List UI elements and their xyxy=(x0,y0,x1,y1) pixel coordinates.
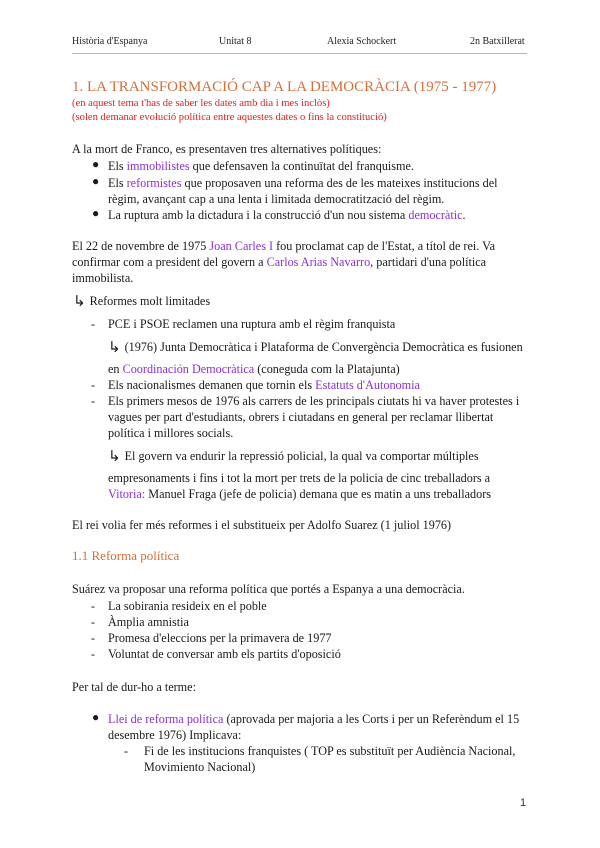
highlight-arias-navarro: Carlos Arias Navarro xyxy=(266,255,371,269)
dash-item-amnistia: Àmplia amnistia xyxy=(108,615,189,629)
arrow-repressio-2: empresonaments i fins i tot la mort per trets de la policia de cinc treballadors a xyxy=(108,471,491,485)
return-arrow-icon: ↳ xyxy=(73,292,86,310)
bullet-dot-icon: ● xyxy=(92,157,100,171)
arrow-repressio xyxy=(108,448,479,464)
arrow-repressio-3 xyxy=(108,486,491,502)
alternative-2-cont: règim, avançant cap a una lenta i limitada democratització del règim. xyxy=(108,192,445,206)
dash-item-eleccions: Promesa d'eleccions per la primavera de 1977 xyxy=(108,631,332,645)
highlight-coordinacion: Coordinación Democràtica xyxy=(122,362,255,376)
header-course: 2n Batxillerat xyxy=(470,36,525,47)
para-joan-carles-3: immobilista. xyxy=(72,271,134,285)
dash-icon: - xyxy=(91,378,96,392)
bullet-dot-icon: ● xyxy=(92,174,100,188)
arrow-reformes xyxy=(73,293,210,309)
return-arrow-icon: ↳ xyxy=(108,338,121,356)
section-heading: 1.1 Reforma política xyxy=(72,548,180,563)
dash-icon: - xyxy=(124,744,129,758)
page-number: 1 xyxy=(520,797,527,809)
header-divider xyxy=(72,53,527,54)
text: Els xyxy=(108,176,127,190)
note-1: (en aquest tema t'has de saber les dates amb dia i mes inclòs) xyxy=(72,98,330,109)
highlight-llei-reforma: Llei de reforma política xyxy=(108,712,224,726)
note-2: (solen demanar evolució política entre aquestes dates o fins la constitució) xyxy=(72,112,387,123)
text: en xyxy=(108,362,123,376)
text: (aprovada per majoria a les Corts i per un Referèndum el 15 xyxy=(223,712,520,726)
para-dur-terme: Per tal de dur-ho a terme: xyxy=(72,680,196,694)
dash-icon: - xyxy=(91,394,96,408)
highlight-joan-carles: Joan Carles I xyxy=(209,239,274,253)
alternative-2 xyxy=(108,175,498,191)
return-arrow-icon: ↳ xyxy=(108,447,121,465)
page-title: 1. LA TRANSFORMACIÓ CAP A LA DEMOCRÀCIA (1975 - 1977) xyxy=(72,79,497,95)
sub-item-institucions: Fi de les institucions franquistes ( TOP es substituït per Audiència Nacional, xyxy=(144,744,516,758)
para-joan-carles xyxy=(72,238,495,254)
para-joan-carles-2 xyxy=(72,254,486,270)
para-suarez: El rei volia fer més reformes i el substitueix per Adolfo Suarez (1 juliol 1976) xyxy=(72,518,452,532)
dash-item-voluntat: Voluntat de conversar amb els partits d'oposició xyxy=(108,647,341,661)
header-subject: Història d'Espanya xyxy=(72,36,148,47)
text: confirmar com a president del govern a xyxy=(72,255,267,269)
header-author: Alexia Schockert xyxy=(327,36,397,47)
dash-item-protestes-3: política i millores socials. xyxy=(108,426,234,440)
dash-item-nacionalismes xyxy=(108,377,420,393)
bullet-dot-icon: ● xyxy=(92,710,100,724)
alternative-3 xyxy=(108,207,466,223)
text: , partidari d'una política xyxy=(370,255,487,269)
bullet-dot-icon: ● xyxy=(92,206,100,220)
text: Manuel Fraga (jefe de policia) demana que es matin a uns treballadors xyxy=(145,487,492,501)
text: (1976) Junta Democràtica i Plataforma de Convergència Democràtica es fusionen xyxy=(124,340,523,354)
text: . xyxy=(462,208,466,222)
arrow-junta xyxy=(108,339,523,355)
highlight-reformistes: reformistes xyxy=(126,176,182,190)
highlight-immobilistes: immobilistes xyxy=(126,159,190,173)
dash-icon: - xyxy=(91,647,96,661)
text: Els xyxy=(108,159,127,173)
alternative-1 xyxy=(108,158,414,174)
highlight-democratic: democràtic xyxy=(408,208,463,222)
sub-item-institucions-2: Movimiento Nacional) xyxy=(144,760,256,774)
text: fou proclamat cap de l'Estat, a títol de rei. Va xyxy=(273,239,496,253)
text: El 22 de novembre de 1975 xyxy=(72,239,210,253)
dash-icon: - xyxy=(91,631,96,645)
bullet-llei-reforma xyxy=(108,711,519,727)
text: (coneguda com la Platajunta) xyxy=(254,362,400,376)
text: Els nacionalismes demanen que tornin els xyxy=(108,378,316,392)
highlight-estatuts: Estatuts d'Autonomia xyxy=(315,378,420,392)
dash-icon: - xyxy=(91,599,96,613)
text: La ruptura amb la dictadura i la construcció d'un nou sistema xyxy=(108,208,409,222)
dash-icon: - xyxy=(91,615,96,629)
text: El govern va endurir la repressió policial, la qual va comportar múltiples xyxy=(124,449,479,463)
para-reforma: Suárez va proposar una reforma política que portés a Espanya a una democràcia. xyxy=(72,582,465,596)
dash-icon: - xyxy=(91,317,96,331)
dash-item-sobirania: La sobirania resideix en el poble xyxy=(108,599,267,613)
bullet-llei-reforma-2: desembre 1976) Implicava: xyxy=(108,728,242,742)
dash-item-pce: PCE i PSOE reclamen una ruptura amb el règim franquista xyxy=(108,317,396,331)
header-unit: Unitat 8 xyxy=(219,36,252,47)
text: que defensaven la continuïtat del franquisme. xyxy=(189,159,414,173)
text: Reformes molt limitades xyxy=(89,294,211,308)
highlight-vitoria: Vitoria: xyxy=(108,487,146,501)
dash-item-protestes: Els primers mesos de 1976 als carrers de les principals ciutats hi va haver protestes i xyxy=(108,394,520,408)
intro-text: A la mort de Franco, es presentaven tres alternatives polítiques: xyxy=(72,142,382,156)
arrow-junta-2 xyxy=(108,361,400,377)
text: que proposaven una reforma des de les mateixes institucions del xyxy=(181,176,498,190)
dash-item-protestes-2: vagues per part d'estudiants, obrers i ciutadans en general per reclamar llibertat xyxy=(108,410,494,424)
